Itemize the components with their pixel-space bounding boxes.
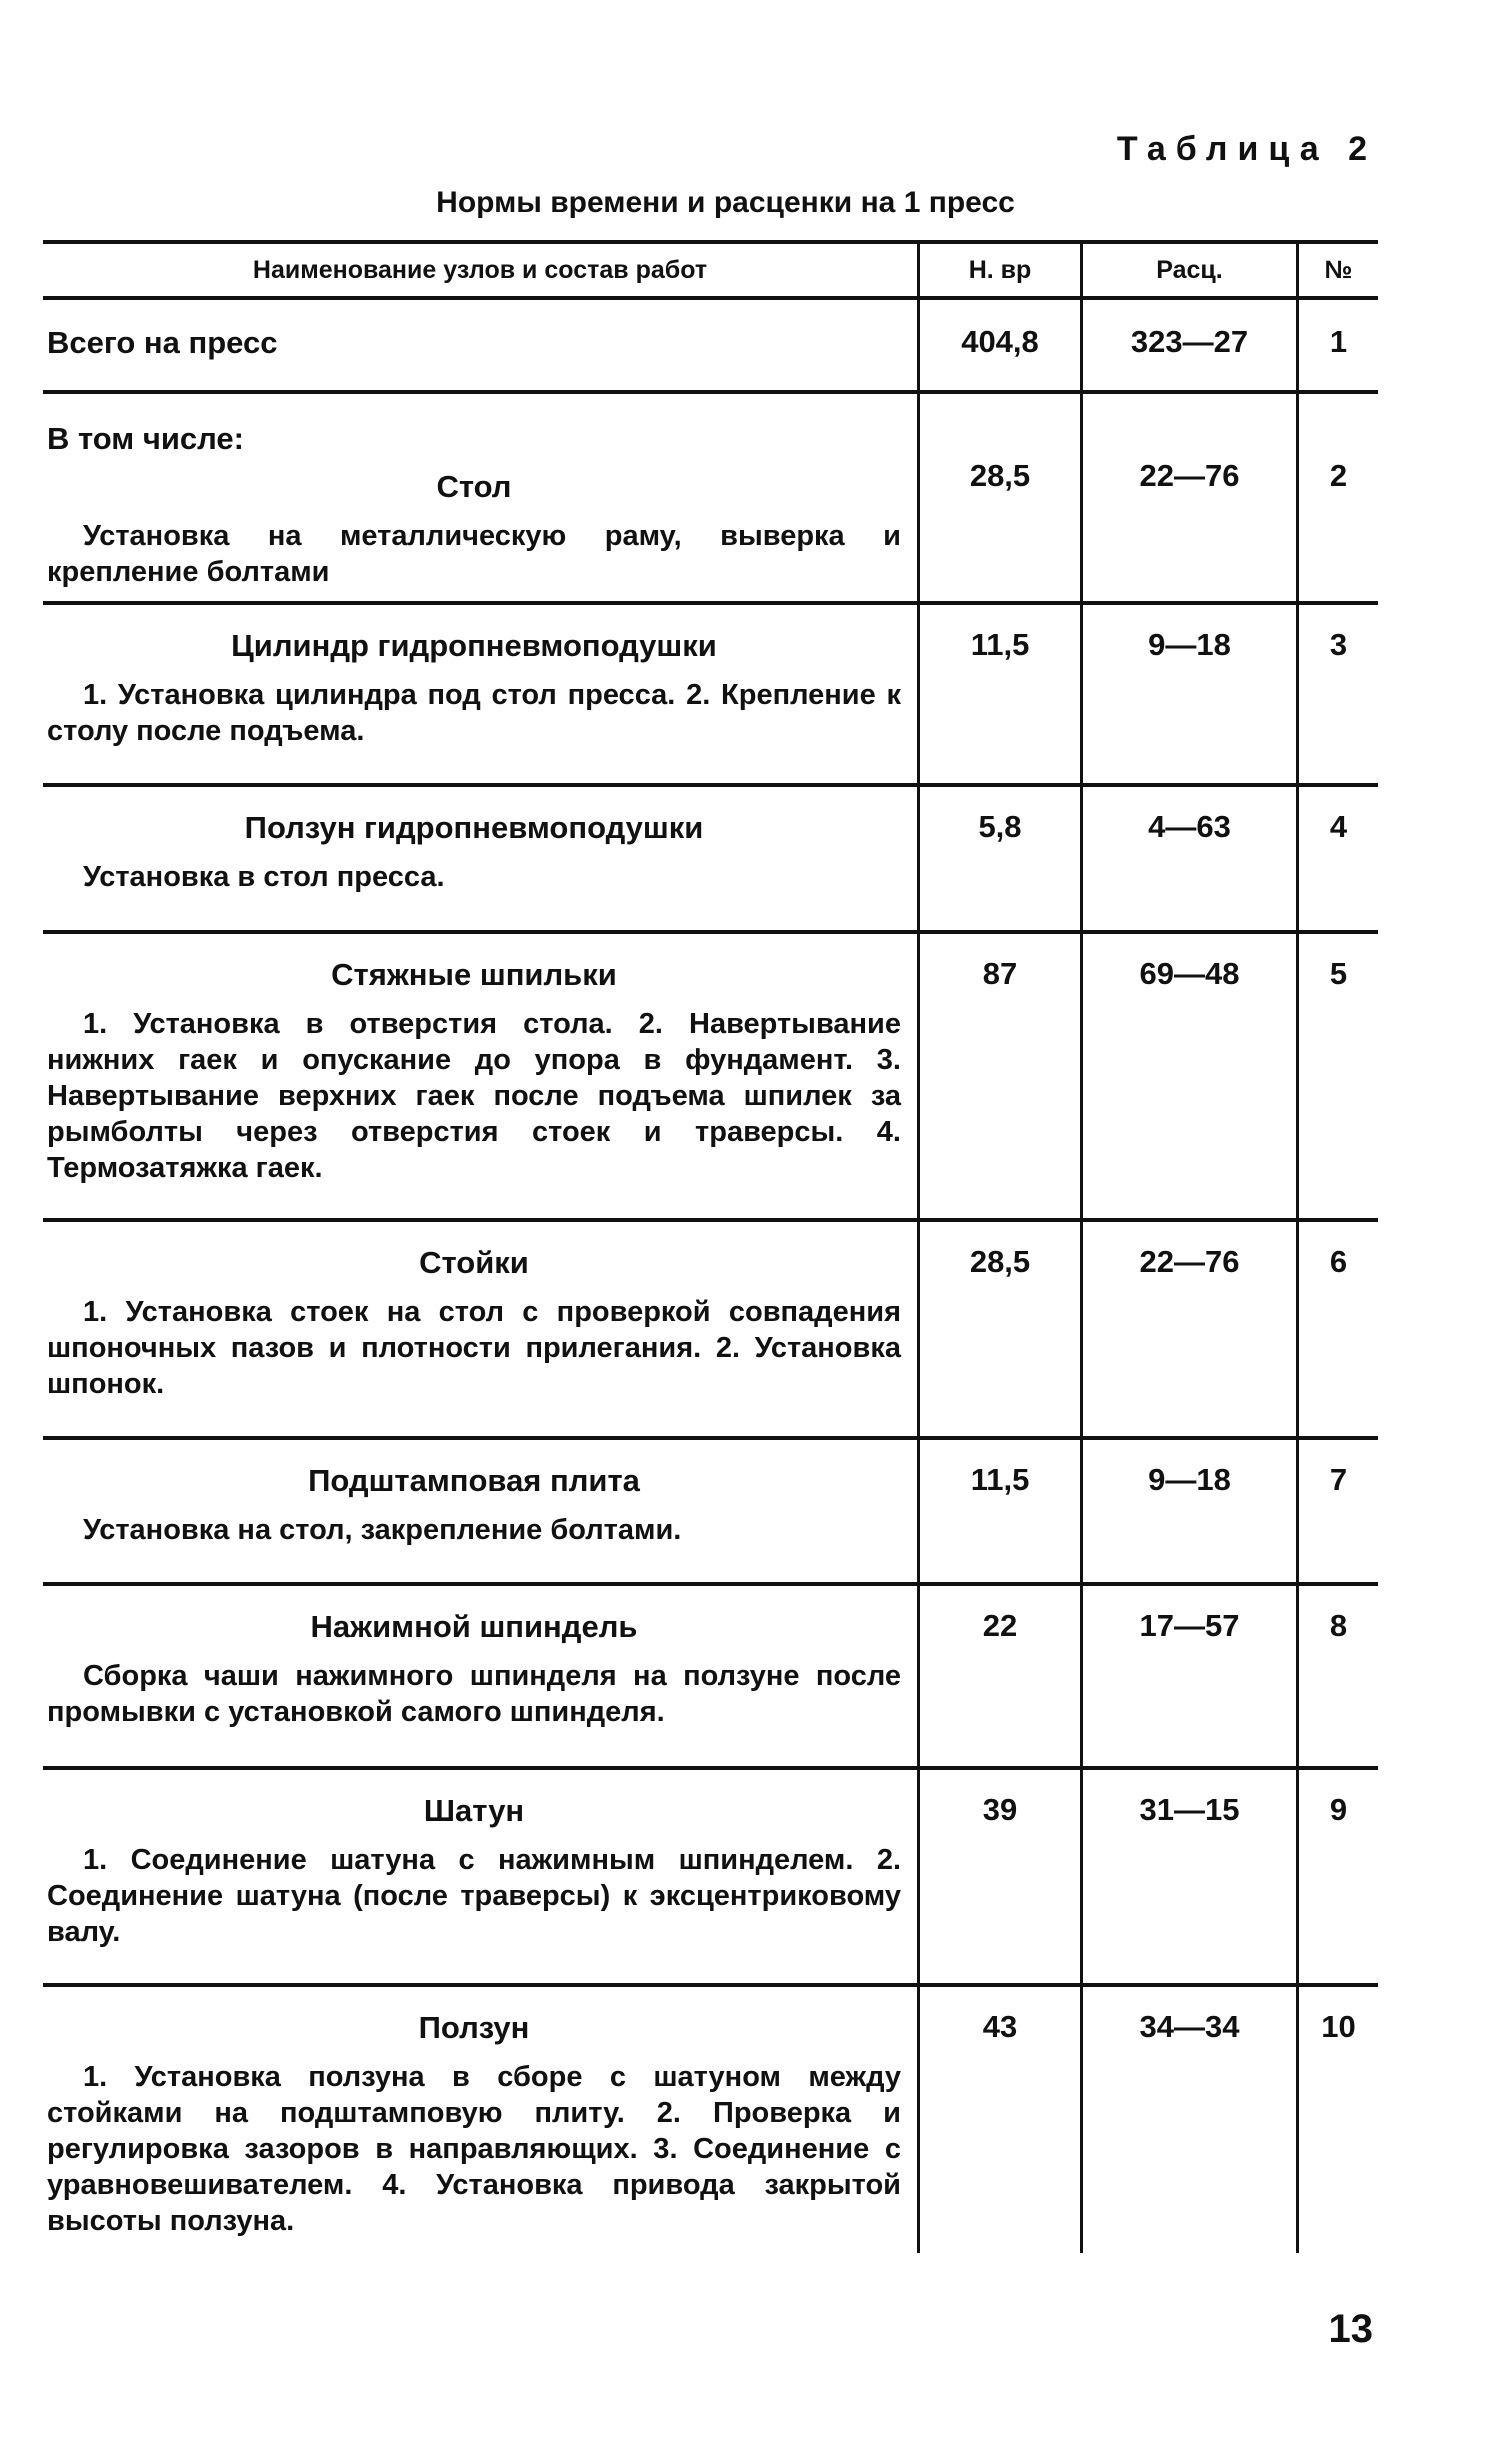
row-desc [43,394,920,601]
table-header-row [43,240,1378,300]
row-body: 1. Установка ползуна в сборе с шатуном между стойками на подштамповую плиту. 2. Проверка и регулировка зазоров в направляющих. 3. Соединение с уравновешивателем. 4. Установка привода закрытой высоты ползуна. [47,2061,901,2237]
row-nvr: 22 [920,1586,1083,1766]
table-row [43,601,1378,783]
table-row [43,1436,1378,1582]
row-body: 1. Установка цилиндра под стол пресса. 2. Крепление к столу после подъема. [47,679,901,747]
table-row [43,930,1378,1218]
row-rasc: 22—76 [1083,1222,1299,1436]
row-title: Подштамповая плита [308,1463,640,1498]
row-body: Установка на стол, закрепление болтами. [83,1514,682,1546]
row-title: Стяжные шпильки [331,957,617,992]
row-body: 1. Установка стоек на стол с проверкой совпадения шпоночных пазов и плотности прилегания. 2. Установка шпонок. [47,1296,901,1400]
total-num: 1 [1329,324,1348,359]
header-rasc: Расц. [1083,244,1299,296]
row-desc [43,605,920,783]
row-num: 7 [1329,1462,1348,1497]
header-num: № [1324,255,1353,284]
row-num: 8 [1329,1608,1348,1643]
row-rasc: 34—34 [1083,1987,1299,2253]
row-title: Стойки [419,1245,529,1280]
table-row [43,1766,1378,1983]
row-nvr: 11,5 [920,605,1083,783]
including-label: В том числе: [47,421,244,456]
row-desc [43,787,920,930]
table-row [43,1582,1378,1766]
page-number: 13 [1328,2307,1373,2351]
row-nvr: 39 [920,1770,1083,1983]
table-label: Таблица 2 [1116,130,1377,168]
row-desc [43,1222,920,1436]
row-body: Сборка чаши нажимного шпинделя на ползуне после промывки с установкой самого шпинделя. [47,1660,901,1728]
row-body: 1. Соединение шатуна с нажимным шпинделем. 2. Соединение шатуна (после траверсы) к эксцентриковому валу. [47,1844,901,1948]
row-nvr: 5,8 [920,787,1083,930]
row-body: Установка в стол пресса. [83,861,445,893]
row-desc [43,1586,920,1766]
row-desc [43,1770,920,1983]
row-body: Установка на металлическую раму, выверка и крепление болтами [47,520,901,588]
row-body: 1. Установка в отверстия стола. 2. Навертывание нижних гаек и опускание до упора в фундамент. 3. Навертывание верхних гаек после подъема шпилек за рымболты через отверстия стоек и траверсы. 4. Термозатяжка гаек. [47,1008,901,1184]
row-desc [43,934,920,1218]
table-row [43,390,1378,601]
table-title: Нормы времени и расценки на 1 пресс [436,186,1015,219]
norms-table [43,240,1378,2253]
row-title: Ползун [418,2010,530,2045]
row-rasc: 9—18 [1083,605,1299,783]
header-desc: Наименование узлов и состав работ [43,244,920,296]
row-title: Цилиндр гидропневмоподушки [231,628,717,663]
row-nvr: 28,5 [920,1222,1083,1436]
row-title: Нажимной шпиндель [310,1609,638,1644]
row-rasc: 69—48 [1083,934,1299,1218]
table-row [43,1983,1378,2253]
row-num: 4 [1329,809,1348,844]
row-num: 10 [1321,2009,1356,2044]
table-row-total [43,300,1378,390]
total-rasc: 323—27 [1083,300,1299,390]
row-nvr: 43 [920,1987,1083,2253]
total-label: Всего на пресс [43,300,920,390]
row-rasc: 22—76 [1083,394,1299,601]
row-num: 3 [1329,627,1348,662]
row-desc [43,1440,920,1582]
row-title: Ползун гидропневмоподушки [244,810,704,845]
row-num: 2 [1329,458,1348,493]
row-num: 6 [1329,1244,1348,1279]
row-rasc: 17—57 [1083,1586,1299,1766]
row-title: Стол [436,469,512,504]
total-nvr: 404,8 [920,300,1083,390]
row-nvr: 11,5 [920,1440,1083,1582]
row-rasc: 4—63 [1083,787,1299,930]
row-nvr: 28,5 [920,394,1083,601]
row-num: 9 [1329,1792,1348,1827]
row-num: 5 [1329,956,1348,991]
header-nvr: Н. вр [920,244,1083,296]
row-rasc: 31—15 [1083,1770,1299,1983]
row-title: Шатун [423,1793,525,1828]
row-desc [43,1987,920,2253]
table-row [43,783,1378,930]
table-row [43,1218,1378,1436]
row-nvr: 87 [920,934,1083,1218]
row-rasc: 9—18 [1083,1440,1299,1582]
